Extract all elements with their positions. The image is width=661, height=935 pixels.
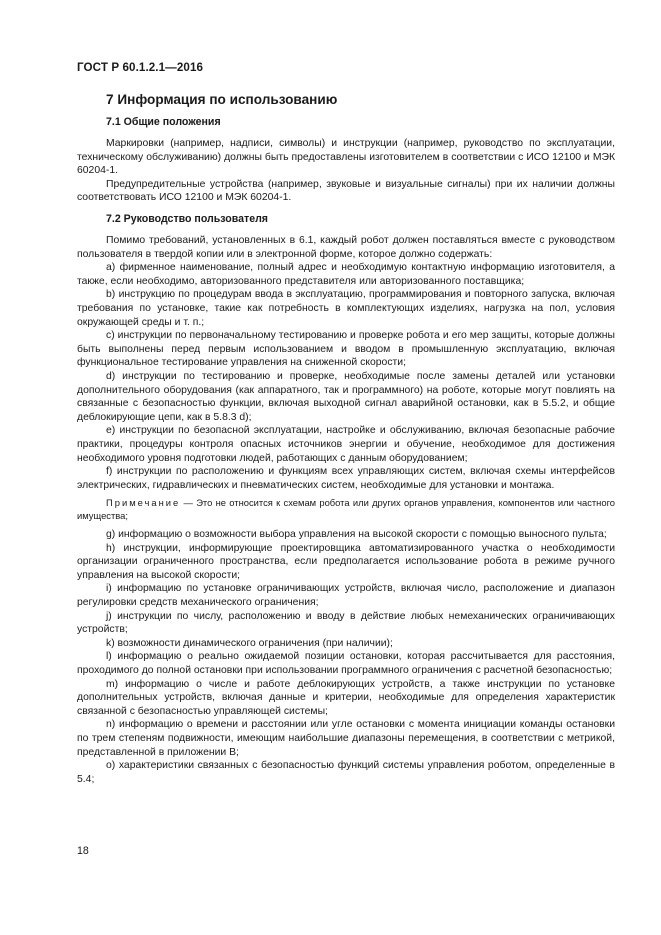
subsection-title-user-manual: 7.2 Руководство пользователя [106,213,268,225]
note [77,497,615,522]
list-item: h) инструкции, информирующие проектировщика автоматизированного участка о необходимости организации ограниченного пространства, если предполагается использование робота в режиме ручного управления на высокой скорости; [77,542,615,581]
page-number: 18 [77,845,89,857]
list-item: k) возможности динамического ограничения (при наличии); [106,637,393,649]
list-item: n) информацию о времени и расстоянии или угле остановки с момента инициации команды остановки по трем степеням подвижности, имеющим наибольшие диапазоны перемещения, в соответствии с метрикой, представленной в приложении B; [77,719,615,758]
list-item: i) информацию по установке ограничивающих устройств, включая число, расположение и диапазон регулировки средств механического ограничения; [77,583,615,609]
document-header: ГОСТ Р 60.1.2.1—2016 [77,61,204,74]
list-item: d) инструкции по тестированию и проверке, необходимые после замены деталей или установки дополнительного оборудования (как аппаратного, так и программного) на роботе, которые могут повлиять на связанные с безопасностью функции, включая выходной сигнал аварийной остановки, как в 5.5.2, и общие деблокирующие цепи, как в 5.8.3 d); [77,370,615,423]
list-item: b) инструкцию по процедурам ввода в эксплуатацию, программирования и повторного запуска, включая требования по установке, такие как потребность в комплектующих изделиях, нагрузка на пол, условия окружающей среды и т. п.; [77,289,615,328]
list-item: o) характеристики связанных с безопасностью функций системы управления роботом, определенные в 5.4; [77,760,615,785]
section-title: 7 Информация по использованию [106,92,338,107]
paragraph: Маркировки (например, надписи, символы) и инструкции (например, руководство по эксплуатации, техническому обслуживанию) должны быть предоставлены изготовителем в соответствии с ИСО 12100 и МЭК 60204-1. [77,138,615,177]
list-item: e) инструкции по безопасной эксплуатации, настройке и обслуживанию, включая безопасные рабочие практики, процедуры контроля опасных источников энергии и обучение, необходимое для достижения необходимого уровня подготовки людей, работающих с данным оборудованием; [77,425,615,464]
list-item: l) информацию о реально ожидаемой позиции остановки, которая рассчитывается для расстояния, проходимого до полной остановки при использовании программного ограничения с расчетной безопасностью; [77,651,615,677]
paragraph-intro: Помимо требований, установленных в 6.1, каждый робот должен поставляться вместе с руководством пользователя в твердой копии или в электронной форме, которое должно содержать: [77,235,615,260]
paragraph: Предупредительные устройства (например, звуковые и визуальные сигналы) при их наличии должны соответствовать ИСО 12100 и МЭК 60204-1. [77,178,615,204]
list-item: c) инструкции по первоначальному тестированию и проверке робота и его мер защиты, которые должны быть выполнены перед первым использованием и вводом в промышленную эксплуатацию, включая функциональное тестирование управления на сниженной скорости; [77,330,615,369]
list-item: f) инструкции по расположению и функциям всех управляющих систем, включая схемы интерфейсов электрических, гидравлических и пневматических систем, необходимые для установки и монтажа. [77,466,615,491]
list-item: g) информацию о возможности выбора управления на высокой скорости с помощью выносного пульта; [106,529,607,541]
note-label: Примечание [106,497,181,509]
list-item: a) фирменное наименование, полный адрес и необходимую контактную информацию изготовителя, а также, если необходимо, авторизованного представителя или авторизованного поставщика; [77,262,615,287]
note-text: — Это не относится к схемам робота или других органов управления, компонентов или частного имущества; [77,497,615,521]
subsection-body-user-manual [77,234,615,786]
subsection-body-general [77,137,615,205]
subsection-title-general: 7.1 Общие положения [106,116,221,128]
list-item: m) информацию о числе и работе деблокирующих устройств, а также инструкции по установке дополнительных устройств, включая данные и критерии, необходимые для определения характеристик связанной с безопасностью управляющей системы; [77,678,615,717]
list-item: j) инструкции по числу, расположению и вводу в действие любых немеханических ограничивающих устройств; [77,610,615,636]
